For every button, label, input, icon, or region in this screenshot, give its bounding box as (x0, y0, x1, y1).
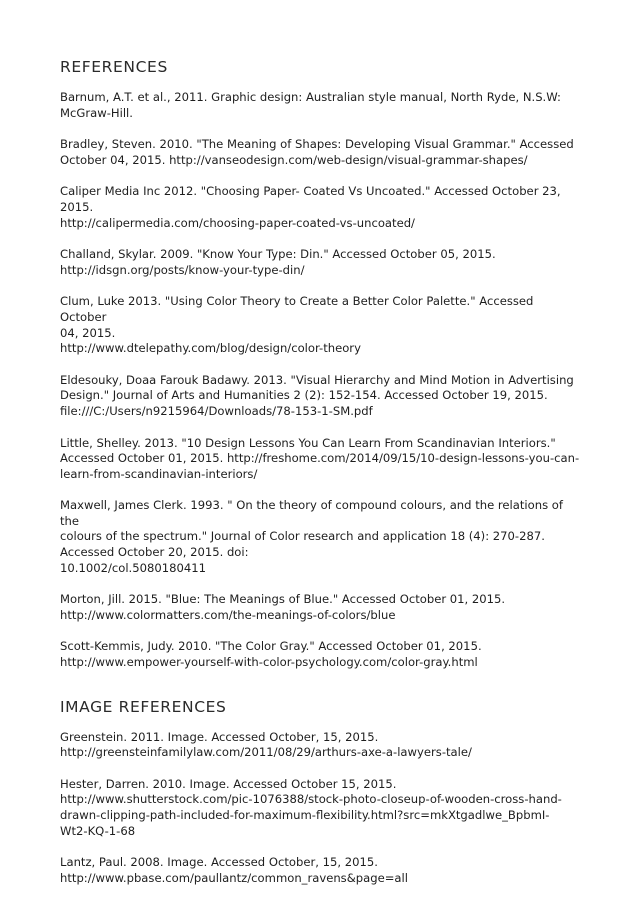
image-references-list (60, 730, 580, 887)
reference-line: http://www.shutterstock.com/pic-1076388/stock-photo-closeup-of-wooden-cross-hand- (60, 792, 562, 807)
reference-line: Lantz, Paul. 2008. Image. Accessed October, 15, 2015. (60, 855, 378, 870)
reference-line: Caliper Media Inc 2012. "Choosing Paper- Coated Vs Uncoated." Accessed October 23, (60, 184, 561, 199)
reference-entry (60, 294, 580, 356)
reference-entry (60, 498, 580, 576)
reference-entry (60, 777, 580, 839)
reference-entry (60, 373, 580, 420)
reference-line: 04, 2015. (60, 325, 116, 340)
reference-line: http://greensteinfamilylaw.com/2011/08/29/arthurs-axe-a-lawyers-tale/ (60, 745, 472, 760)
reference-line: Hester, Darren. 2010. Image. Accessed October 15, 2015. (60, 776, 397, 791)
reference-line: http://idsgn.org/posts/know-your-type-din/ (60, 262, 305, 277)
image-references-heading: IMAGE REFERENCES (60, 697, 227, 716)
reference-entry (60, 855, 580, 886)
reference-line: file:///C:/Users/n9215964/Downloads/78-153-1-SM.pdf (60, 403, 373, 418)
reference-line: Design." Journal of Arts and Humanities 2 (2): 152-154. Accessed October 19, 2015. (60, 388, 548, 403)
reference-line: Accessed October 01, 2015. http://freshome.com/2014/09/15/10-design-lessons-you-can- (60, 451, 580, 466)
reference-line: Clum, Luke 2013. "Using Color Theory to Create a Better Color Palette." Accessed October (60, 294, 534, 324)
reference-line: Maxwell, James Clerk. 1993. " On the theory of compound colours, and the relations of the (60, 498, 563, 528)
reference-line: learn-from-scandinavian-interiors/ (60, 466, 258, 481)
reference-line: Challand, Skylar. 2009. "Know Your Type: Din." Accessed October 05, 2015. (60, 247, 496, 262)
references-heading: REFERENCES (60, 58, 168, 76)
reference-line: Little, Shelley. 2013. "10 Design Lessons You Can Learn From Scandinavian Interiors." (60, 435, 556, 450)
reference-line: http://www.colormatters.com/the-meanings-of-colors/blue (60, 607, 396, 622)
reference-line: McGraw-Hill. (60, 105, 133, 120)
reference-line: Eldesouky, Doaa Farouk Badawy. 2013. "Visual Hierarchy and Mind Motion in Advertising (60, 372, 574, 387)
reference-line: Greenstein. 2011. Image. Accessed October, 15, 2015. (60, 729, 379, 744)
reference-line: drawn-clipping-path-included-for-maximum-flexibility.html?src=mkXtgadlwe_BpbmI- (60, 808, 550, 822)
reference-line: 2015. (60, 199, 94, 214)
reference-entry (60, 184, 580, 231)
reference-line: 10.1002/col.5080180411 (60, 560, 206, 575)
reference-entry (60, 639, 580, 670)
reference-line: October 04, 2015. http://vanseodesign.com/web-design/visual-grammar-shapes/ (60, 152, 528, 167)
reference-line: Morton, Jill. 2015. "Blue: The Meanings of Blue." Accessed October 01, 2015. (60, 592, 506, 607)
reference-entry (60, 436, 580, 483)
reference-entry (60, 247, 580, 278)
reference-entry (60, 592, 580, 623)
reference-line: Bradley, Steven. 2010. "The Meaning of Shapes: Developing Visual Grammar." Accessed (60, 137, 574, 152)
reference-line: http://www.dtelepathy.com/blog/design/color-theory (60, 341, 361, 356)
reference-line: Accessed October 20, 2015. doi: (60, 545, 249, 560)
reference-line: colours of the spectrum." Journal of Color research and application 18 (4): 270-287. (60, 529, 545, 544)
references-page (60, 57, 580, 902)
reference-entry (60, 90, 580, 121)
reference-line: Scott-Kemmis, Judy. 2010. "The Color Gray." Accessed October 01, 2015. (60, 639, 482, 654)
reference-line: Barnum, A.T. et al., 2011. Graphic design: Australian style manual, North Ryde, N.S.W: (60, 90, 561, 104)
reference-line: Wt2-KQ-1-68 (60, 823, 136, 838)
reference-entry (60, 730, 580, 761)
reference-line: http://www.pbase.com/paullantz/common_ravens&page=all (60, 870, 408, 885)
references-list (60, 90, 580, 671)
reference-line: http://calipermedia.com/choosing-paper-coated-vs-uncoated/ (60, 215, 415, 230)
reference-entry (60, 137, 580, 168)
reference-line: http://www.empower-yourself-with-color-psychology.com/color-gray.html (60, 655, 478, 670)
